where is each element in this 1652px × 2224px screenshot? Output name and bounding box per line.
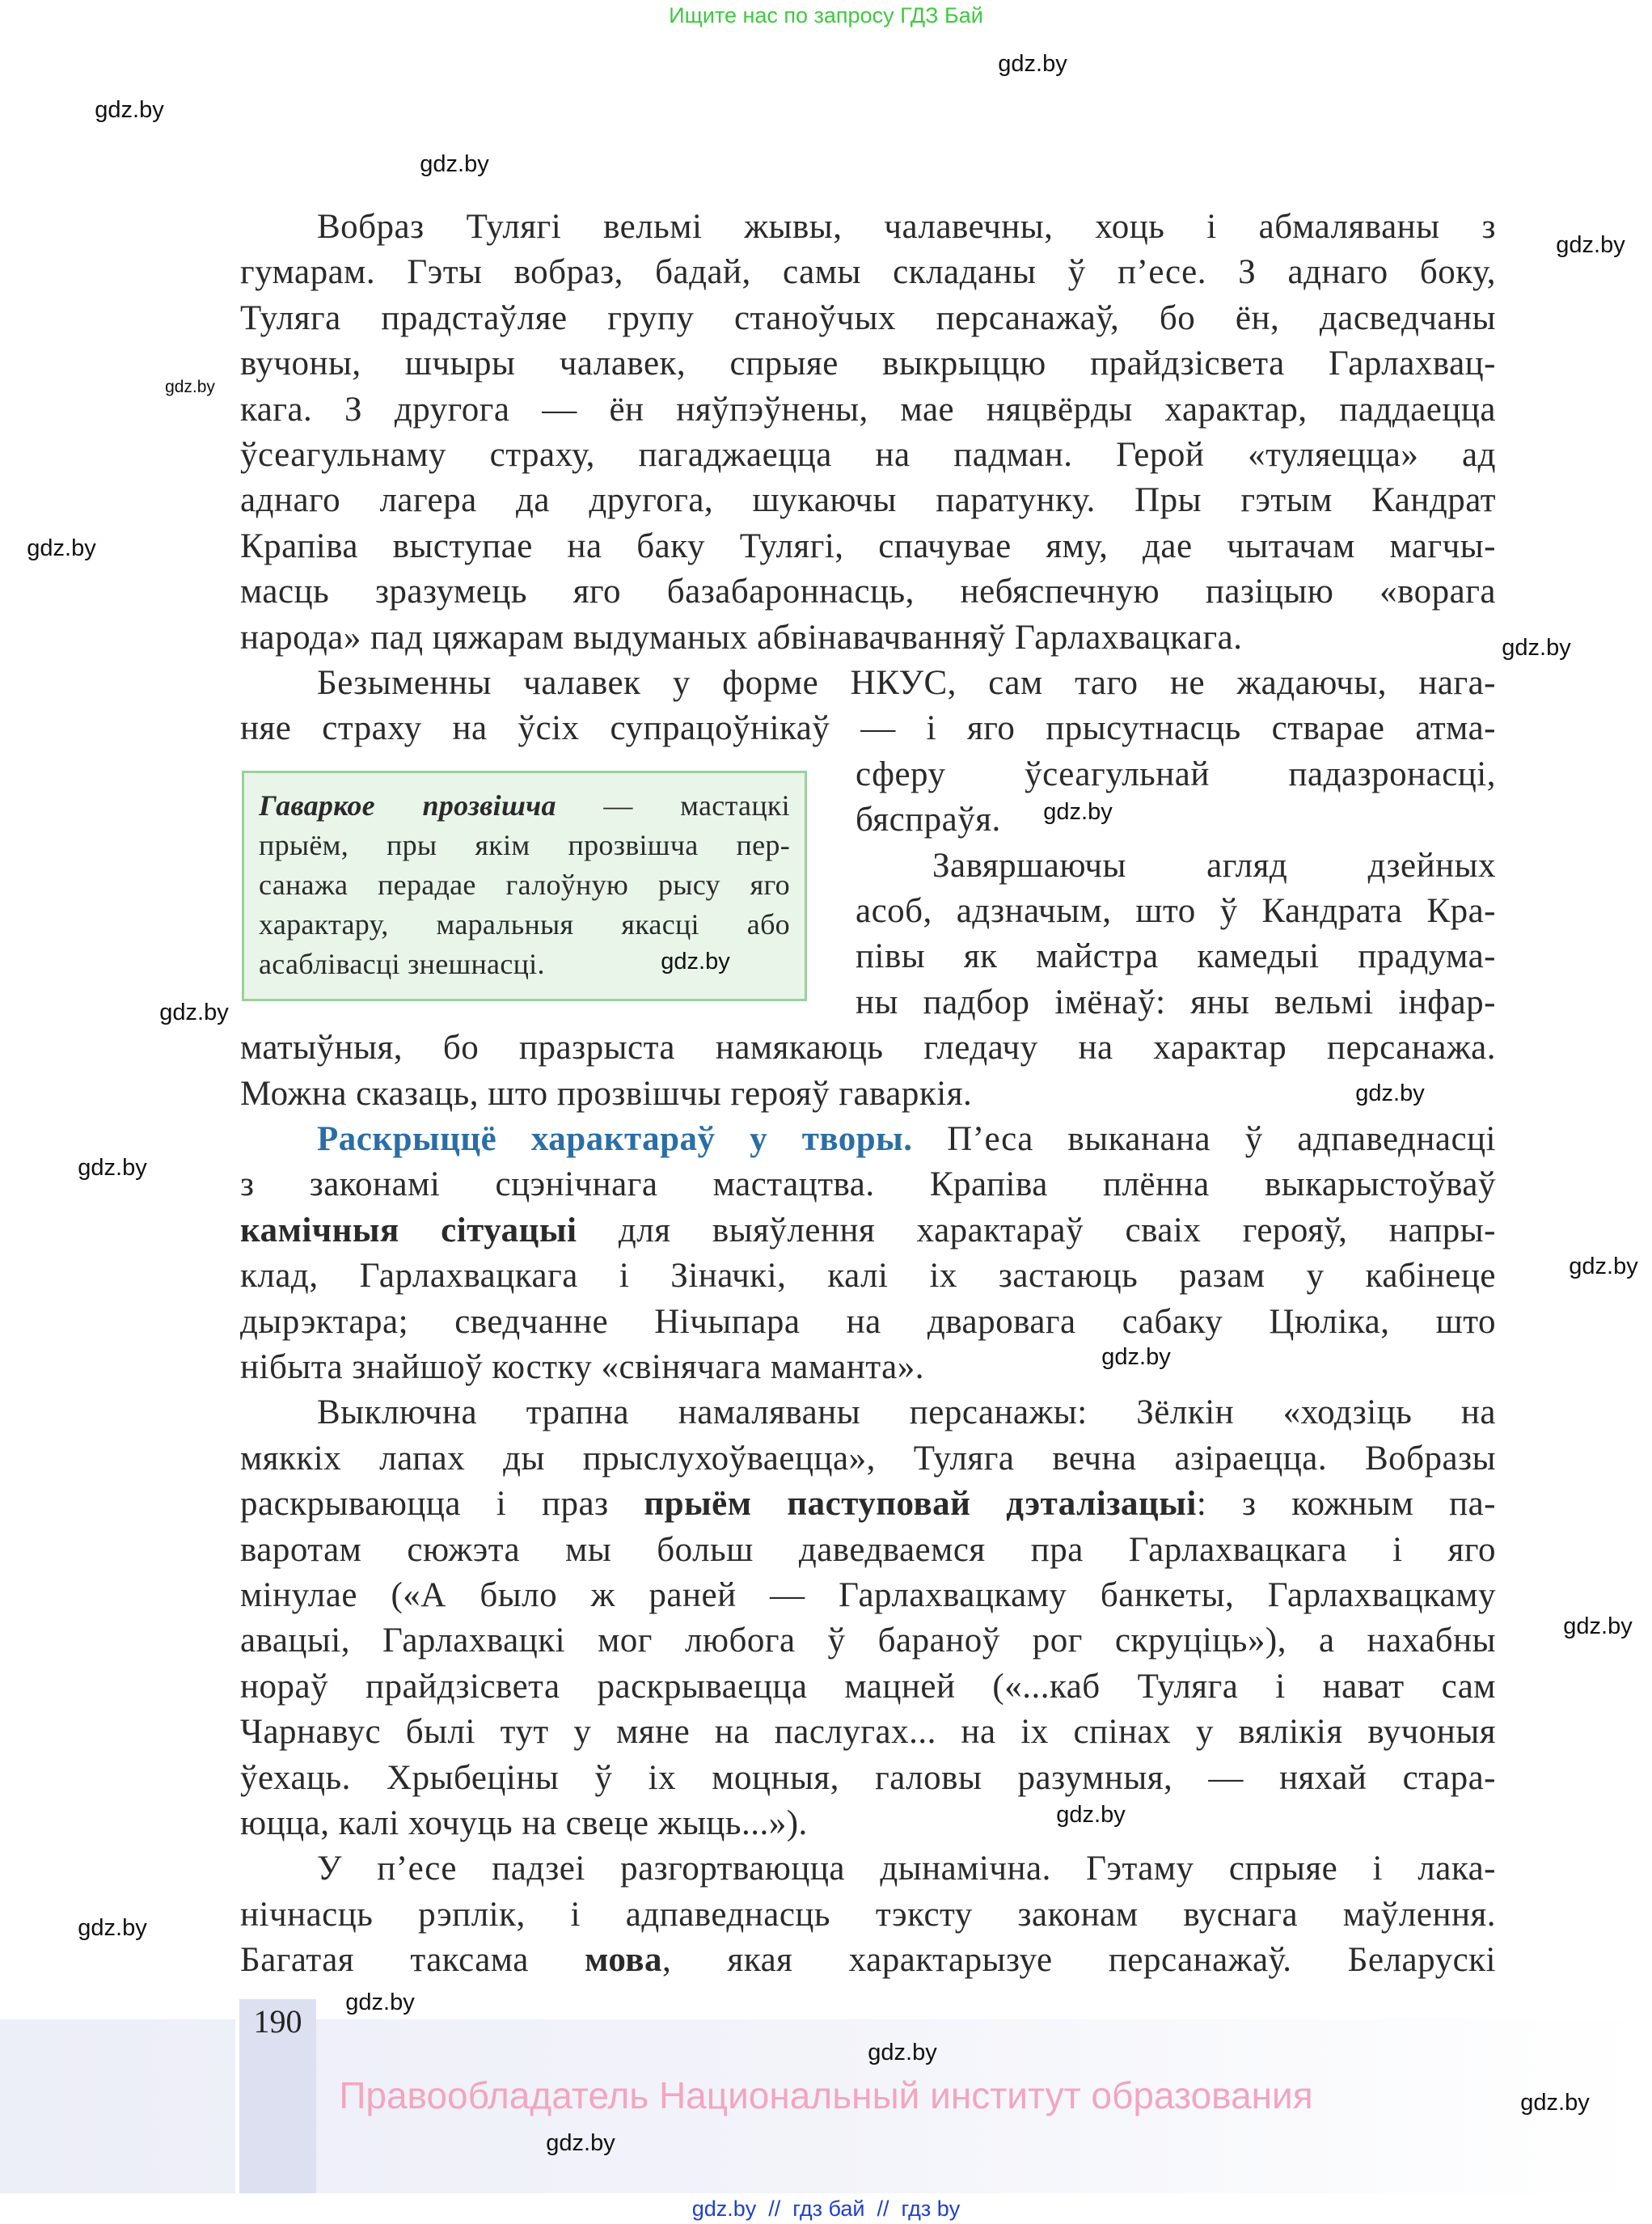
text-segment: : з кожным па-	[1196, 1485, 1496, 1524]
text-segment: гумарам. Гэты вобраз, бадай, самы складаны ў п’есе. З аднаго боку,	[240, 253, 1496, 292]
definition-line	[259, 865, 790, 905]
text-line	[240, 1573, 1496, 1618]
watermark: gdz.by	[1569, 1254, 1638, 1279]
text-segment: півы як майстра камедыі прадума-	[856, 937, 1496, 976]
text-line	[317, 1846, 1496, 1892]
text-segment: масць зразумець яго базабароннасць, небяспечную пазіцыю «ворага	[240, 573, 1496, 611]
watermark: gdz.by	[661, 949, 730, 975]
text-line	[240, 250, 1496, 295]
text-line	[317, 205, 1496, 250]
text-segment: асоб, адзначым, што ў Кандрата Кра-	[856, 892, 1496, 930]
text-line	[240, 296, 1496, 341]
text-line	[856, 980, 1496, 1025]
text-segment: кага. З другога — ён няўпэўнены, мае няцвёрды характар, паддаецца	[240, 390, 1496, 429]
text-line	[240, 1664, 1496, 1710]
text-line	[240, 1436, 1496, 1482]
text-line	[240, 1801, 808, 1846]
text-line	[240, 478, 1496, 523]
text-segment: бяспраўя.	[856, 801, 1001, 839]
text-segment: П’еса выканана ў адпаведнасці	[912, 1120, 1496, 1158]
text-segment: дырэктара; сведчанне Нічыпара на дваровага сабаку Цюліка, што	[240, 1302, 1496, 1341]
text-line	[240, 1300, 1496, 1345]
definition-line	[259, 786, 790, 826]
text-segment: нораў прайдзісвета раскрываецца мацней («...каб Туляга і нават сам	[240, 1667, 1496, 1706]
definition-line	[259, 826, 790, 865]
watermark: gdz.by	[1502, 635, 1571, 661]
text-line	[240, 1618, 1496, 1664]
text-segment: клад, Гарлахвацкага і Зіначкі, калі іх застаюць разам у кабінеце	[240, 1257, 1496, 1296]
watermark: gdz.by	[998, 51, 1067, 77]
text-segment: Выключна трапна намаляваны персанажы: Зёлкін «ходзіць на	[317, 1393, 1496, 1432]
definition-term: Гаваркое прозвішча	[259, 789, 556, 822]
text-line	[856, 797, 1001, 843]
text-segment: з законамі сцэнічнага мастацтва. Крапіва плённа выкарыстоўваў	[240, 1165, 1496, 1204]
text-segment: ны падбор імёнаў: яны вельмі інфар-	[856, 983, 1496, 1021]
watermark: gdz.by	[1556, 232, 1625, 258]
text-segment: Вобраз Тулягі вельмі жывы, чалавечны, хоць і абмаляваны з	[317, 208, 1496, 246]
search-hint-banner: Ищите нас по запросу ГДЗ Бай	[669, 3, 983, 27]
definition-line	[259, 905, 790, 945]
text-segment: народа» пад цяжарам выдуманых абвінавачванняў Гарлахвацкага.	[240, 618, 1243, 657]
text-segment: Чарнавус былі тут у мяне на паслугах... на іх спінах у вялікія вучоныя	[240, 1713, 1496, 1752]
text-line	[240, 1072, 972, 1117]
watermark: gdz.by	[1355, 1080, 1425, 1106]
text-segment: няе страху на ўсіх супрацоўнікаў — і яго прысутнасць стварае атма-	[240, 709, 1496, 748]
text-segment: нібыта знайшоў костку «свінячага маманта».	[240, 1348, 924, 1386]
text-segment: мінулае («А было ж раней — Гарлахвацкаму банкеты, Гарлахвацкаму	[240, 1576, 1496, 1614]
text-segment: вучоны, шчыры чалавек, спрыяе выкрыццю прайдзісвета Гарлахвац-	[240, 345, 1496, 383]
text-segment: варотам сюжэта мы больш даведваемся пра Гарлахвацкага і яго	[240, 1530, 1496, 1569]
text-line	[240, 1345, 924, 1390]
watermark: gdz.by	[159, 1000, 229, 1025]
text-segment: Багатая таксама	[240, 1941, 585, 1980]
text-segment: асаблівасці знешнасці.	[259, 948, 545, 980]
text-line	[240, 615, 1242, 661]
text-segment: авацыі, Гарлахвацкі мог любога ў бараноў рог скруціць»), а нахабны	[240, 1621, 1496, 1660]
text-segment: ўехаць. Хрыбеціны ў іх моцныя, галовы разумныя, — няхай стара-	[240, 1758, 1496, 1797]
watermark: gdz.by	[95, 97, 164, 123]
text-line	[932, 844, 1496, 889]
text-line	[317, 1390, 1496, 1435]
emphasized-term: мова	[585, 1941, 662, 1980]
text-segment: мяккіх лапах ды прыслухоўваецца», Туляга вечна азіраецца. Вобразы	[240, 1439, 1496, 1478]
text-segment: прыём, пры якім прозвішча пер-	[259, 829, 790, 861]
watermark: gdz.by	[78, 1915, 147, 1941]
section-heading: Раскрыццё характараў у творы.	[317, 1120, 913, 1158]
text-line	[240, 1254, 1496, 1299]
watermark: gdz.by	[868, 2040, 937, 2065]
definition-line	[259, 945, 545, 984]
watermark: gdz.by	[345, 1989, 415, 2015]
text-line	[317, 661, 1496, 706]
watermark: gdz.by	[546, 2130, 615, 2156]
page-number: 190	[253, 2003, 302, 2040]
watermark: gdz.by	[1563, 1613, 1633, 1639]
text-line	[240, 341, 1496, 387]
text-line	[856, 889, 1496, 934]
watermark: gdz.by	[1101, 1344, 1171, 1370]
text-segment: санажа перадае галоўную рысу яго	[259, 869, 790, 901]
copyright-notice: Правообладатель Национальный институт образования	[339, 2074, 1313, 2116]
watermark: gdz.by	[1043, 799, 1113, 825]
text-line	[240, 1482, 1496, 1527]
text-line	[240, 1025, 1496, 1071]
watermark: gdz.by	[1520, 2090, 1590, 2116]
text-segment: , якая характарызуе персанажаў. Беларускі	[661, 1941, 1496, 1980]
watermark: gdz.by	[1056, 1802, 1126, 1828]
text-segment: Крапіва выступае на баку Тулягі, спачувае яму, дае чытачам магчы-	[240, 526, 1496, 565]
text-segment: Завяршаючы агляд дзейных	[932, 846, 1496, 885]
text-segment: Безыменны чалавек у форме НКУС, сам таго не жадаючы, нага-	[317, 664, 1496, 702]
text-segment: характару, маральныя якасці або	[259, 908, 790, 941]
text-segment: У п’есе падзеі разгортваюцца дынамічна. Гэтаму спрыяе і лака-	[317, 1850, 1496, 1888]
text-segment: юцца, калі хочуць на свеце жыць...»).	[240, 1804, 808, 1842]
text-line	[240, 387, 1496, 433]
text-segment: сферу ўсеагульнай падазронасці,	[856, 755, 1496, 793]
watermark: gdz.by	[420, 151, 489, 177]
text-line	[240, 524, 1496, 569]
emphasized-term: камічныя сітуацыі	[240, 1211, 577, 1249]
text-line	[240, 1892, 1496, 1938]
text-line	[240, 1162, 1496, 1207]
watermark: gdz.by	[27, 535, 96, 561]
watermark: gdz.by	[78, 1155, 147, 1181]
text-segment: нічнасць рэплік, і адпаведнасць тэксту законам вуснага маўлення.	[240, 1895, 1496, 1934]
text-line	[856, 752, 1496, 797]
footer-links[interactable]: gdz.by // гдз бай // гдз by	[691, 2197, 961, 2221]
text-line	[856, 934, 1496, 979]
text-line	[240, 1756, 1496, 1801]
text-line	[240, 433, 1496, 478]
text-segment: для выяўлення характараў сваіх герояў, напры-	[577, 1211, 1496, 1249]
text-line	[240, 1938, 1496, 1983]
text-line	[240, 569, 1496, 615]
text-line	[317, 1117, 1496, 1162]
text-segment: Можна сказаць, што прозвішчы герояў гаваркія.	[240, 1074, 973, 1113]
emphasized-term: прыём паступовай дэталізацыі	[644, 1485, 1197, 1524]
text-line	[240, 1208, 1496, 1254]
text-segment: ўсеагульнаму страху, пагаджаецца на падман. Герой «туляецца» ад	[240, 436, 1496, 474]
text-line	[240, 1710, 1496, 1755]
text-segment: раскрываюцца і праз	[240, 1485, 644, 1524]
text-line	[240, 1528, 1496, 1573]
text-segment: аднаго лагера да другога, шукаючы паратунку. Пры гэтым Кандрат	[240, 481, 1496, 520]
text-line	[240, 706, 1496, 751]
text-segment: матыўныя, бо празрыста намякаюць гледачу на характар персанажа.	[240, 1029, 1496, 1068]
watermark: gdz.by	[165, 378, 215, 396]
text-segment: — мастацкі	[556, 789, 790, 822]
text-segment: Туляга прадстаўляе групу станоўчых персанажаў, бо ён, дасведчаны	[240, 298, 1496, 337]
